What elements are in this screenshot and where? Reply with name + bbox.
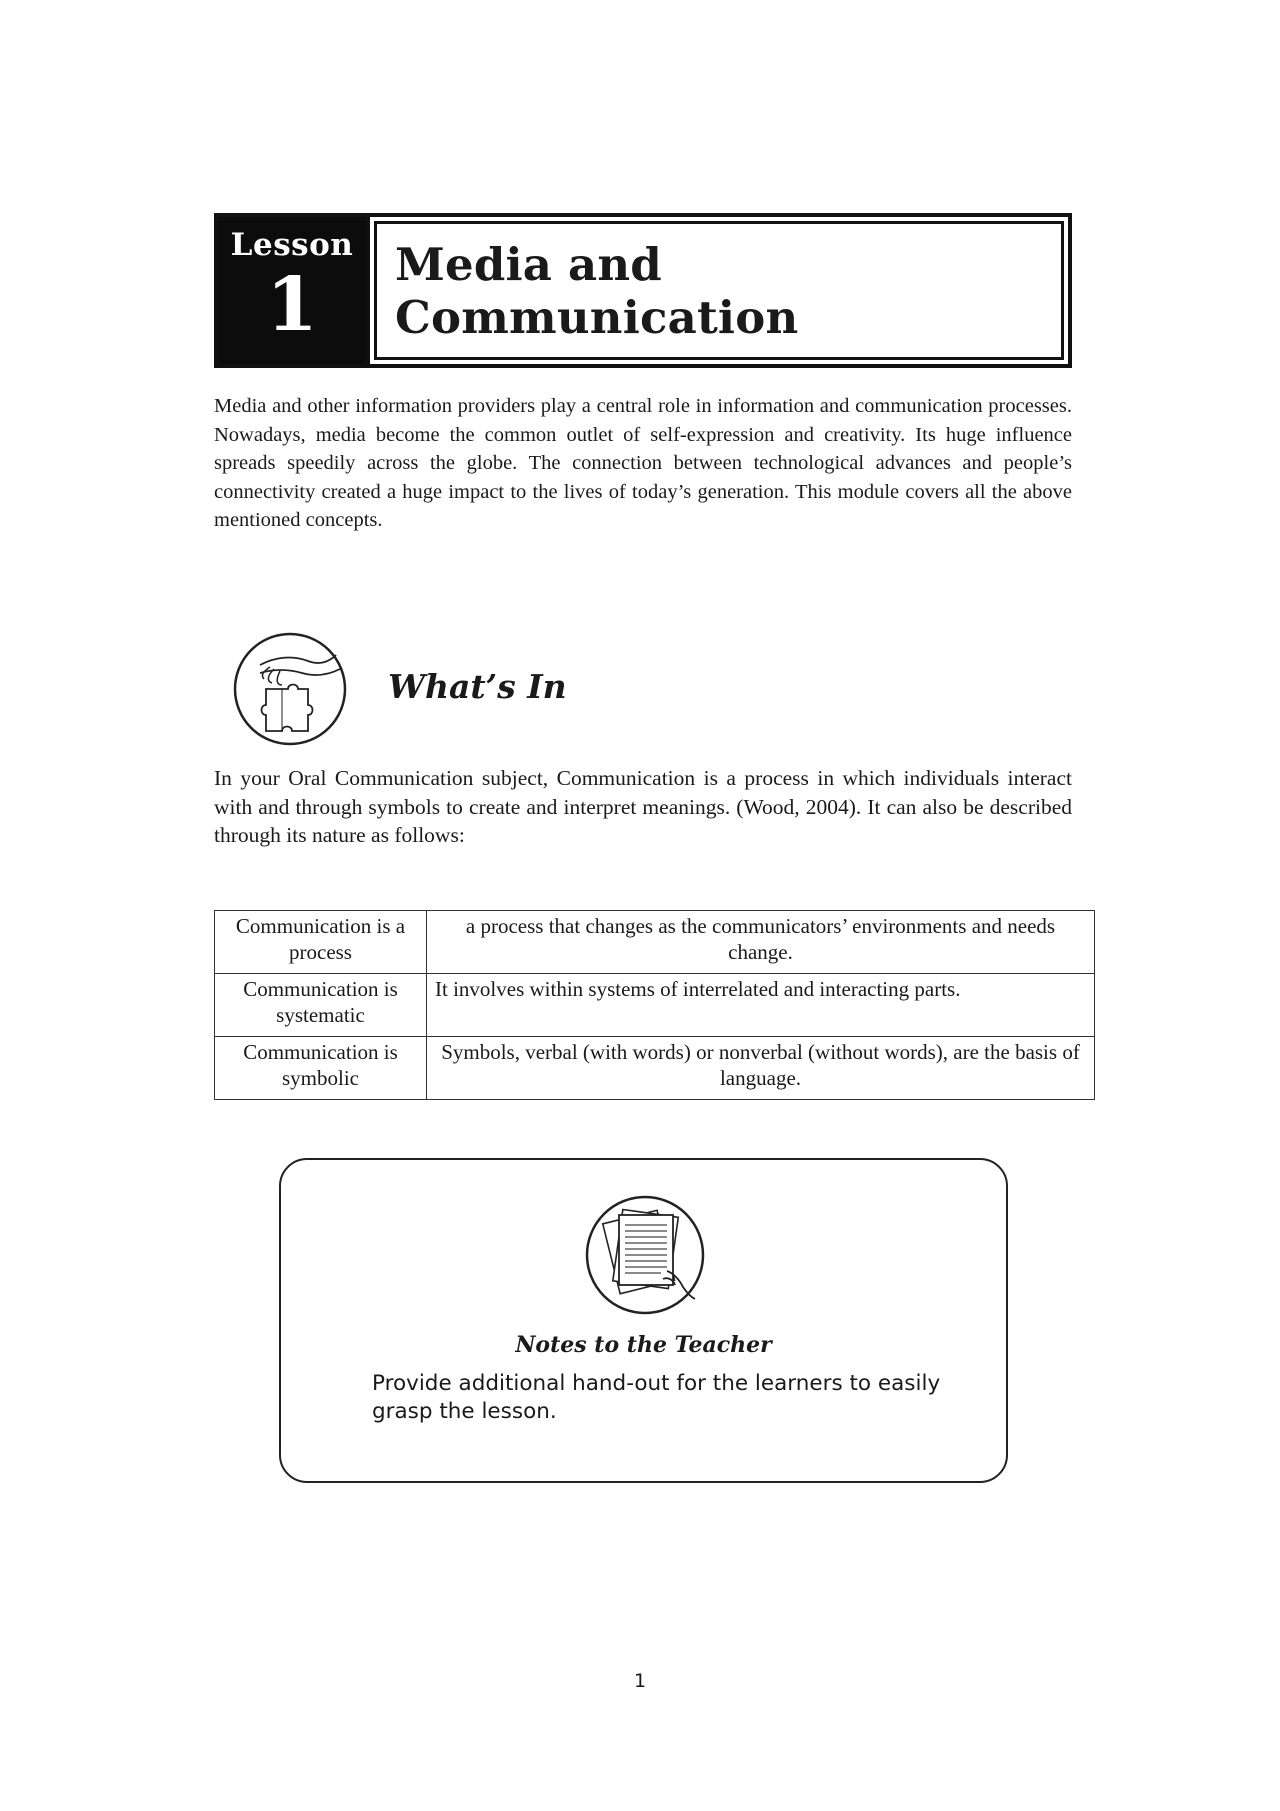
table-term: Communication is systematic [215,974,427,1037]
lesson-header [214,213,1072,368]
communication-paragraph: In your Oral Communication subject, Communication is a process in which individuals interact with and through symbols to create and interpret meanings. (Wood, 2004). It can also be described through its nature as follows: [214,766,1072,847]
communication-nature-table [214,910,1095,1100]
whats-in-section [230,625,930,755]
notes-to-teacher-box [279,1158,1008,1483]
page-number: 1 [633,1670,647,1692]
lesson-number-block [218,217,370,364]
table-description: a process that changes as the communicators’ environments and needs change. [427,911,1095,974]
lesson-title-block [370,217,1068,364]
table-row [215,1037,1095,1100]
table-row [215,911,1095,974]
intro-paragraph: Media and other information providers play a central role in information and communication processes. Nowadays, media become the common outlet of self-expression and creativity. Its huge influence spreads speedily across the globe. The connection between technological advances and people’s connectivity created a huge impact to the lives of today’s generation. This module covers all the above mentioned concepts. [214,395,1072,531]
hand-papers-icon [583,1193,708,1318]
lesson-label: Lesson [230,227,354,263]
table-term: Communication is a process [215,911,427,974]
table-term: Communication is symbolic [215,1037,427,1100]
table-description: Symbols, verbal (with words) or nonverbal (without words), are the basis of language. [427,1037,1095,1100]
hand-puzzle-icon [230,625,355,753]
table-row [215,974,1095,1037]
section-title: What’s In [388,667,567,706]
notes-text: Provide additional hand-out for the learners to easily grasp the lesson. [372,1371,941,1424]
lesson-number: 1 [266,262,318,348]
notes-title: Notes to the Teacher [515,1332,772,1358]
table-description: It involves within systems of interrelated and interacting parts. [427,974,1095,1037]
lesson-title: Media and Communication [395,237,799,344]
